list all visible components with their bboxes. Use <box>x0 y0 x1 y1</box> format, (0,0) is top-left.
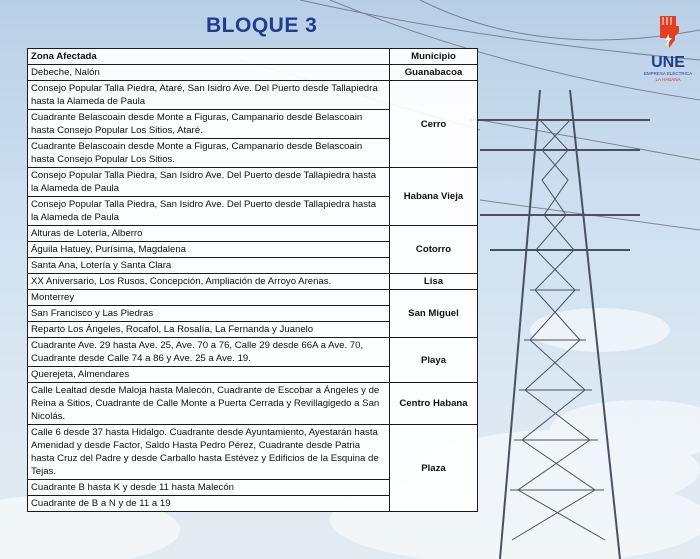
municipio-cell: Cotorro <box>390 226 478 274</box>
header-municipio: Municipio <box>390 49 478 65</box>
zona-cell: San Francisco y Las Piedras <box>28 306 390 322</box>
table-row <box>28 226 478 242</box>
zona-cell: Monterrey <box>28 290 390 306</box>
municipio-cell: San Miguel <box>390 290 478 338</box>
municipio-cell: Playa <box>390 338 478 383</box>
logo-city: LA HABANA <box>655 77 681 82</box>
table-row <box>28 65 478 81</box>
table-header-row <box>28 49 478 65</box>
zona-cell: Calle Lealtad desde Maloja hasta Malecón, Cuadrante de Escobar a Ángeles y de Reina a Sitios, Cuadrante de Calle Monte a Puerta Cerrada y Revillagigedo a San Nicolás. <box>28 383 390 425</box>
table-row <box>28 168 478 197</box>
zona-cell: Consejo Popular Talla Piedra, San Isidro Ave. Del Puerto desde Tallapiedra hasta la Alameda de Paula <box>28 197 390 226</box>
zona-cell: Reparto Los Ángeles, Rocafol, La Rosalía, La Fernanda y Juanelo <box>28 322 390 338</box>
table-row <box>28 383 478 425</box>
municipio-cell: Guanabacoa <box>390 65 478 81</box>
zona-cell: Santa Ana, Lotería y Santa Clara <box>28 258 390 274</box>
municipio-cell: Plaza <box>390 425 478 512</box>
zona-cell: Consejo Popular Talla Piedra, Ataré, San Isidro Ave. Del Puerto desde Tallapiedra hasta la Alameda de Paula <box>28 81 390 110</box>
table-row <box>28 274 478 290</box>
table-row <box>28 290 478 306</box>
zona-cell: Querejeta, Almendares <box>28 367 390 383</box>
table-row <box>28 425 478 480</box>
municipio-cell: Habana Vieja <box>390 168 478 226</box>
zona-cell: Calle 6 desde 37 hasta Hidalgo. Cuadrante desde Ayuntamiento, Ayestarán hasta Amenidad y desde Factor, Saldo Hasta Pedro Pérez, Cuadrante desde Patria hasta Cruz del Padre y desde Carballo hasta Estévez y Edificios de la Esquina de Tejas. <box>28 425 390 480</box>
zona-cell: Cuadrante B hasta K y desde 11 hasta Malecón <box>28 480 390 496</box>
header-zona: Zona Afectada <box>28 49 390 65</box>
municipio-cell: Lisa <box>390 274 478 290</box>
zona-cell: Cuadrante Belascoain desde Monte a Figuras, Campanario desde Belascoain hasta Consejo Popular Los Sitios, Ataré. <box>28 110 390 139</box>
zona-cell: Consejo Popular Talla Piedra, San Isidro Ave. Del Puerto desde Tallapiedra hasta la Alameda de Paula <box>28 168 390 197</box>
affected-zones-table <box>27 48 478 512</box>
zona-cell: XX Aniversario, Los Rusos, Concepción, Ampliación de Arroyo Arenas. <box>28 274 390 290</box>
zona-cell: Cuadrante Belascoain desde Monte a Figuras, Campanario desde Belascoain hasta Consejo Popular Los Sitios. <box>28 139 390 168</box>
zona-cell: Águila Hatuey, Purísima, Magdalena <box>28 242 390 258</box>
zona-cell: Alturas de Lotería, Alberro <box>28 226 390 242</box>
zona-cell: Cuadrante de B a N y de 11 a 19 <box>28 496 390 512</box>
municipio-cell: Cerro <box>390 81 478 168</box>
logo-name: UNE <box>651 54 685 71</box>
zona-cell: Cuadrante Ave. 29 hasta Ave. 25, Ave. 70 a 76, Calle 29 desde 66A a Ave. 70, Cuadrante desde Calle 74 a 86 y Ave. 25 a Ave. 19. <box>28 338 390 367</box>
raised-fist-icon <box>655 14 681 48</box>
table-row <box>28 81 478 110</box>
zona-cell: Debeche, Nalón <box>28 65 390 81</box>
municipio-cell: Centro Habana <box>390 383 478 425</box>
table-row <box>28 338 478 367</box>
logo-subtitle: EMPRESA ELÉCTRICA <box>643 71 693 76</box>
une-logo <box>638 14 698 83</box>
page-title: BLOQUE 3 <box>206 14 318 37</box>
